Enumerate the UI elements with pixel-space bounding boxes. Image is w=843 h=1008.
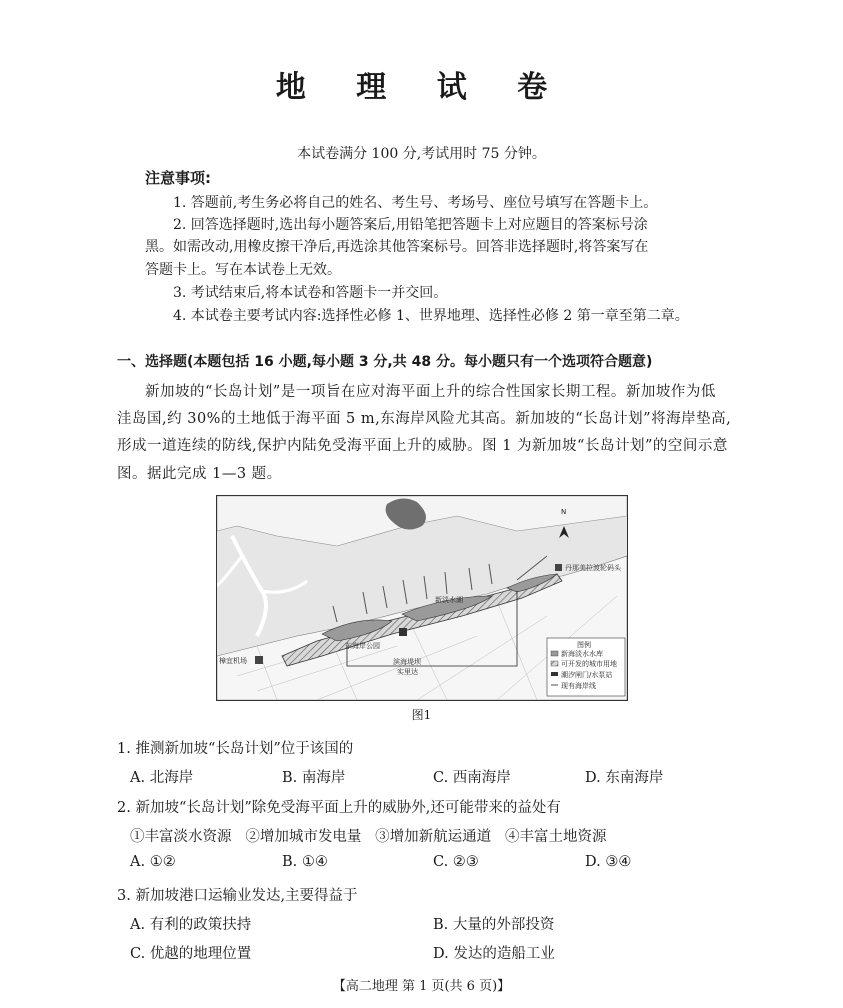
passage-line: 图。据此完成 1—3 题。 xyxy=(117,466,282,482)
exam-info: 本试卷满分 100 分,考试用时 75 分钟。 xyxy=(297,146,546,162)
q3-option-a[interactable]: A. 有利的政策扶持 xyxy=(130,917,252,933)
q3-option-b[interactable]: B. 大量的外部投资 xyxy=(433,917,555,933)
notice-line: 1. 答题前,考生务必将自己的姓名、考生号、考场号、座位号填写在答题卡上。 xyxy=(173,195,658,211)
notice-line: 3. 考试结束后,将本试卷和答题卡一并交回。 xyxy=(173,285,448,301)
section-heading: 一、选择题(本题包括 16 小题,每小题 3 分,共 48 分。每小题只有一个选项符合题意) xyxy=(117,354,653,370)
notice-heading: 注意事项: xyxy=(145,169,211,187)
question-3-stem: 3. 新加坡港口运输业发达,主要得益于 xyxy=(117,888,358,904)
notice-line: 黑。如需改动,用橡皮擦干净后,再选涂其他答案标号。回答非选择题时,将答案写在 xyxy=(145,239,649,255)
notice-line: 答题卡上。写在本试卷上无效。 xyxy=(145,262,341,278)
q2-option-d[interactable]: D. ③④ xyxy=(585,854,632,870)
passage-line: 形成一道连续的防线,保护内陆免受海平面上升的威胁。图 1 为新加坡“长岛计划”的空间示意 xyxy=(117,438,728,454)
q1-option-b[interactable]: B. 南海岸 xyxy=(282,770,346,786)
q2-option-c[interactable]: C. ②③ xyxy=(433,854,479,870)
question-2-stem: 2. 新加坡“长岛计划”除免受海平面上升的威胁外,还可能带来的益处有 xyxy=(117,800,561,816)
map-legend xyxy=(547,638,625,696)
page-footer: 【高二地理 第 1 页(共 6 页)】 xyxy=(332,979,511,994)
legend-item: 可开发的城市用地 xyxy=(561,660,617,668)
notice-line: 2. 回答选择题时,选出每小题答案后,用铅笔把答题卡上对应题目的答案标号涂 xyxy=(173,217,648,233)
q2-statements: ①丰富淡水资源 ②增加城市发电量 ③增加新航运通道 ④丰富土地资源 xyxy=(130,829,607,845)
north-arrow-label: N xyxy=(561,508,567,516)
legend-item: 新海淡水水库 xyxy=(561,650,603,658)
notice-line: 4. 本试卷主要考试内容:选择性必修 1、世界地理、选择性必修 2 第一章至第二章。 xyxy=(173,308,689,324)
map-label-land: 实里达 xyxy=(397,668,418,676)
passage-line: 新加坡的“长岛计划”是一项旨在应对海平面上升的综合性国家长期工程。新加坡作为低 xyxy=(145,384,716,400)
map-label-coast: 东海岸公园 xyxy=(345,642,380,650)
q1-option-c[interactable]: C. 西南海岸 xyxy=(433,770,511,786)
q3-option-d[interactable]: D. 发达的造船工业 xyxy=(433,946,555,962)
map-label-terminal: 丹那美拉渡轮码头 xyxy=(565,564,621,572)
q2-option-a[interactable]: A. ①② xyxy=(130,854,176,870)
legend-item: 现有海岸线 xyxy=(561,682,596,690)
q1-option-a[interactable]: A. 北海岸 xyxy=(130,770,194,786)
map-label-reservoir: 新淡水湖 xyxy=(435,596,463,604)
figure-1-map xyxy=(216,495,628,701)
q2-option-b[interactable]: B. ①④ xyxy=(282,854,328,870)
figure-caption: 图1 xyxy=(411,708,432,722)
q1-option-d[interactable]: D. 东南海岸 xyxy=(585,770,664,786)
question-1-stem: 1. 推测新加坡“长岛计划”位于该国的 xyxy=(117,741,354,757)
legend-title: 图例 xyxy=(577,641,591,649)
q3-option-c[interactable]: C. 优越的地理位置 xyxy=(130,946,252,962)
map-label-marina: 滨海堤坝 xyxy=(393,658,421,666)
passage-line: 洼岛国,约 30%的土地低于海平面 5 m,东海岸风险尤其高。新加坡的“长岛计划”将海岸垫高, xyxy=(117,411,732,427)
legend-item: 潮汐闸门/水泵站 xyxy=(561,671,613,679)
page-title: 地 理 试 卷 xyxy=(275,70,568,105)
map-label-airport: 樟宜机场 xyxy=(219,657,247,665)
